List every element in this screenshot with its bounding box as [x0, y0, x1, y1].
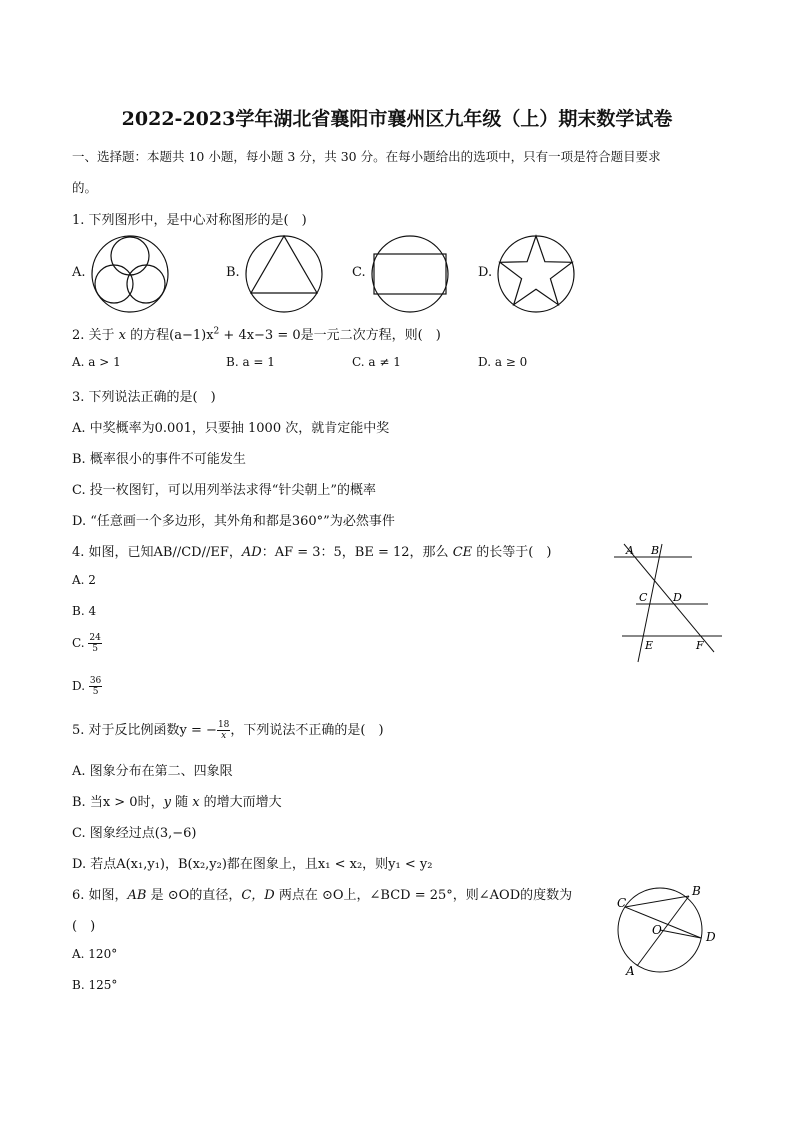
q4-option-c-denominator: 5 [92, 644, 98, 654]
q4-stem [72, 541, 551, 560]
q4-stem-ce: CE [452, 545, 473, 560]
q2-option-a: A. a > 1 [72, 355, 121, 369]
q6-stem-part-c: 两点在 ⊙O上，∠BCD = 25°，则∠AOD的度数为 [274, 888, 573, 903]
q4-stem-part-c: 的长等于( ) [472, 545, 552, 560]
q6-chord-cd [625, 907, 701, 938]
q6-stem-ab: AB [127, 888, 147, 903]
q4-option-d-denominator: 5 [92, 687, 99, 697]
q2-option-b: B. a = 1 [226, 355, 275, 369]
q2-stem [72, 324, 441, 343]
q5-option-b-part-a: B. 当x > 0时， [72, 795, 164, 810]
q3-stem: 3. 下列说法正确的是( ) [72, 390, 216, 405]
q6-stem-cd: C，D [241, 888, 275, 903]
q3-option-b: B. 概率很小的事件不可能发生 [72, 452, 246, 467]
q5-stem-part-a: 5. 对于反比例函数y = − [72, 723, 217, 738]
q3-option-a: A. 中奖概率为0.001，只要抽 1000 次，就肯定能中奖 [72, 421, 390, 436]
q6-stem-part-b: 是 ⊙O的直径， [146, 888, 242, 903]
q6-stem-part-a: 6. 如图， [72, 888, 128, 903]
q4-option-a: A. 2 [72, 573, 96, 587]
q4-label-d: D [673, 591, 682, 604]
page-title: 2022-2023学年湖北省襄阳市襄州区九年级（上）期末数学试卷 [121, 108, 673, 130]
q6-figure-circle [610, 880, 725, 980]
q5-option-a: A. 图象分布在第二、四象限 [72, 764, 233, 779]
q6-label-a: A [626, 964, 635, 978]
q5-stem-part-b: ，下列说法不正确的是( ) [230, 723, 384, 738]
section-instructions-line2: 的。 [72, 180, 98, 195]
q4-option-c-prefix: C. [72, 636, 89, 650]
q4-label-a: A [626, 544, 634, 557]
q3-option-c: C. 投一枚图钉，可以用列举法求得“针尖朝上”的概率 [72, 483, 377, 498]
q1-figure-c-rectangle-in-circle [370, 234, 450, 314]
q2-option-c: C. a ≠ 1 [352, 355, 401, 369]
q1-option-b-label: B. [226, 265, 240, 280]
q4-label-b: B [651, 544, 660, 557]
q6-stem [72, 884, 572, 903]
q1-option-d-label: D. [478, 265, 493, 280]
q1-figure-d-star-in-circle [496, 234, 576, 314]
q4-figure-parallel-lines [612, 540, 727, 665]
q5-option-d: D. 若点A(x₁,y₁)，B(x₂,y₂)都在图象上，且x₁ < x₂，则y₁ < y₂ [72, 857, 433, 872]
q2-stem-exponent: 2 [213, 326, 220, 337]
q4-option-b: B. 4 [72, 604, 97, 618]
q5-stem [72, 719, 384, 741]
q2-stem-var: x [118, 328, 127, 343]
q5-option-b [72, 791, 282, 810]
q5-fraction-denominator: x [221, 731, 227, 741]
q5-option-b-x: x [192, 795, 200, 810]
q3-option-d: D. “任意画一个多边形，其外角和都是360°”为必然事件 [72, 514, 395, 529]
q2-stem-part-b: 的方程(a−1)x [126, 328, 214, 343]
q1-stem: 1. 下列图形中，是中心对称图形的是( ) [72, 213, 307, 228]
q4-stem-part-a: 4. 如图，已知AB//CD//EF， [72, 545, 242, 560]
q6-option-b: B. 125° [72, 978, 118, 992]
q4-stem-ad: AD [241, 545, 262, 560]
q6-chord-cb [625, 896, 689, 907]
q2-option-d: D. a ≥ 0 [478, 355, 528, 369]
q4-option-d-numerator: 36 [89, 676, 102, 686]
q4-option-d [72, 676, 102, 697]
q4-option-c-numerator: 24 [89, 633, 101, 643]
q4-label-c: C [639, 591, 648, 604]
q6-option-a: A. 120° [72, 947, 118, 961]
q1-figure-b-triangle-in-circle [244, 234, 324, 314]
q4-option-d-prefix: D. [72, 679, 89, 693]
q2-stem-part-c: + 4x−3 = 0是一元二次方程，则( ) [219, 328, 441, 343]
q1-figure-a-circle-petals [90, 234, 170, 314]
q6-label-c: C [617, 896, 627, 910]
q2-stem-part-a: 2. 关于 [72, 328, 119, 343]
q5-option-c: C. 图象经过点(3,−6) [72, 826, 197, 841]
q4-label-f: F [696, 639, 704, 652]
section-instructions-line1: 一、选择题：本题共 10 小题，每小题 3 分，共 30 分。在每小题给出的选项中，只有一项是符合题目要求 [72, 149, 661, 164]
q1-option-a-label: A. [72, 265, 86, 280]
q6-label-b: B [692, 884, 701, 898]
q4-stem-part-b: ：AF = 3：5，BE = 12，那么 [261, 545, 453, 560]
q1-option-c-label: C. [352, 265, 366, 280]
q6-label-d: D [706, 930, 716, 944]
q5-option-b-part-c: 的增大而增大 [199, 795, 282, 810]
q5-option-b-y: y [163, 795, 171, 810]
q6-stem-line2: ( ) [72, 919, 96, 934]
q6-radius-od [660, 930, 701, 938]
q4-label-e: E [645, 639, 654, 652]
q5-option-b-part-b: 随 [170, 795, 193, 810]
q5-fraction-numerator: 18 [217, 720, 230, 730]
q4-option-c [72, 633, 102, 654]
q6-label-o: O [652, 923, 662, 937]
